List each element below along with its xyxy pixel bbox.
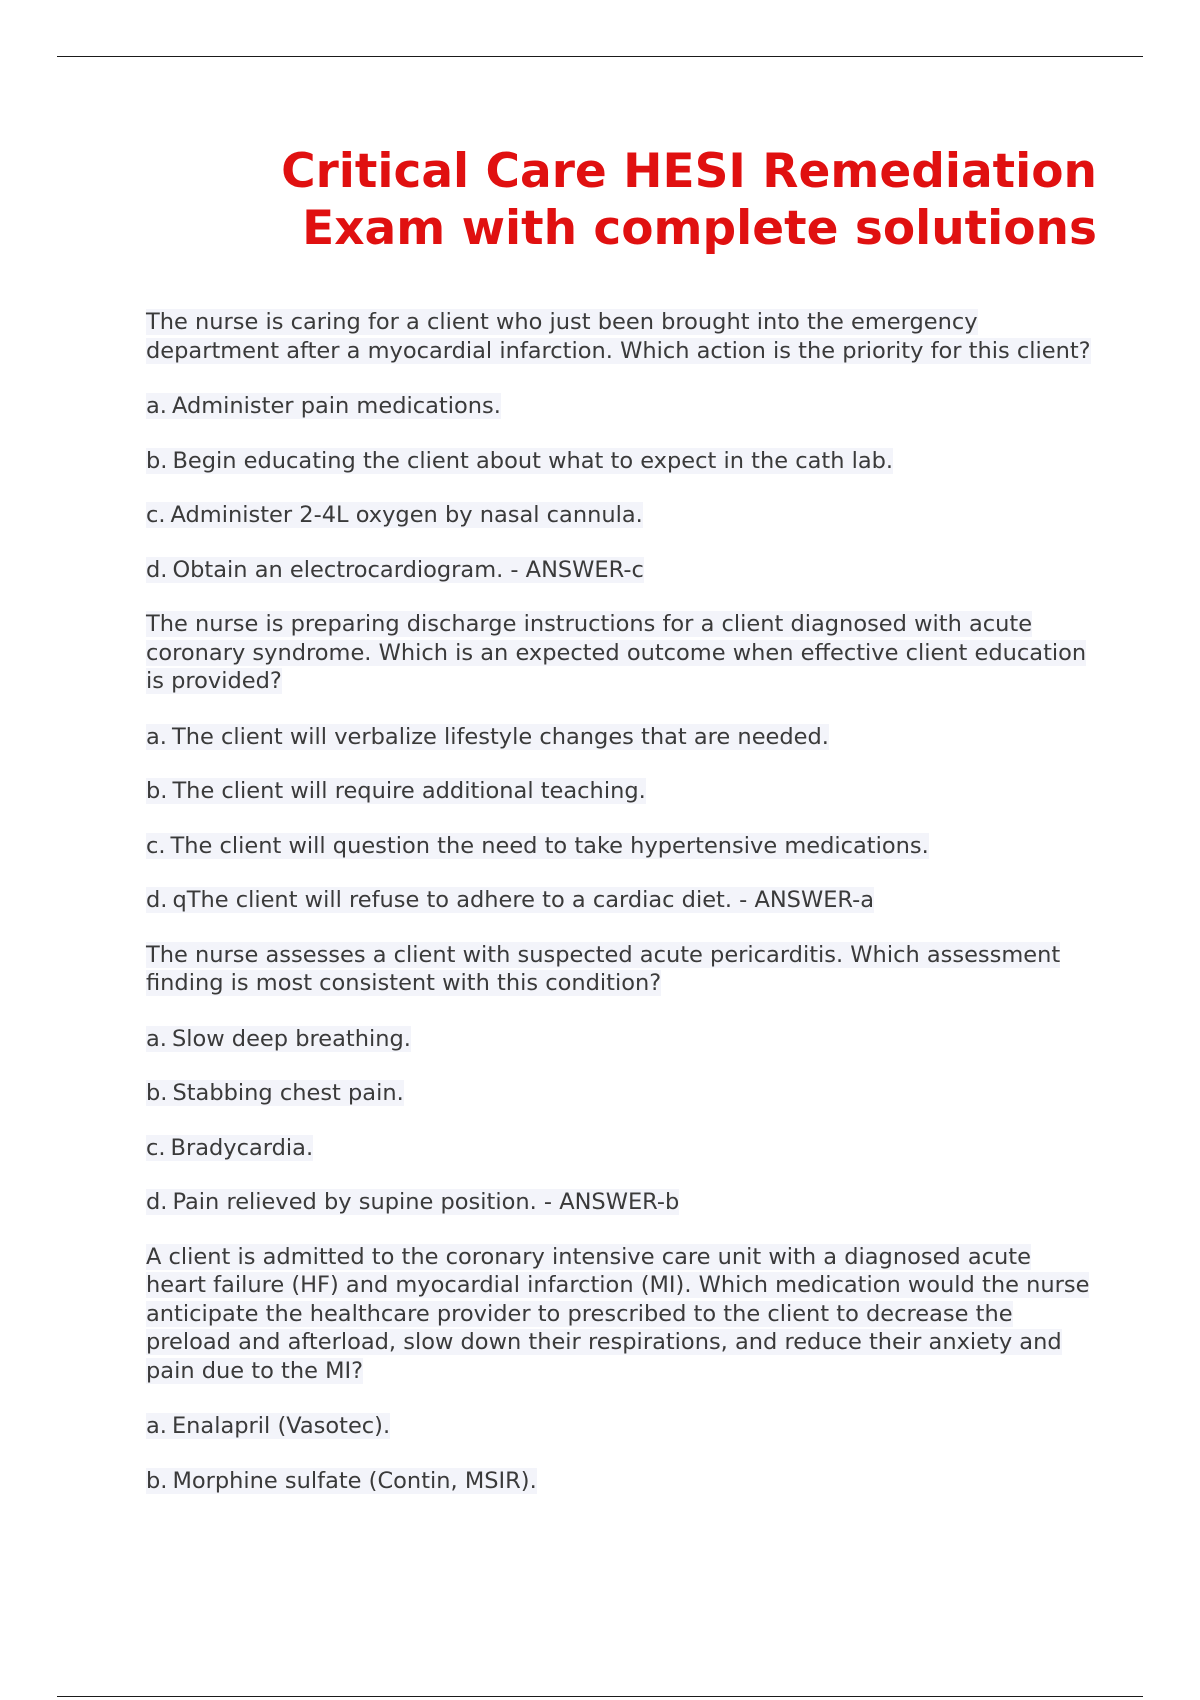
- question-stem-text: A client is admitted to the coronary intensive care unit with a diagnosed acute heart failure (HF) and myocardial infarction (MI). Which medication would the nurse anticipate the healthcare provider to prescribed to the client to decrease the preload and afterload, slow down their respirations, and reduce their anxiety and pain due to the MI?: [146, 1243, 1090, 1384]
- option-letter: a.: [146, 1025, 167, 1052]
- question-stem: [146, 1243, 1096, 1386]
- document-title: [97, 143, 1097, 257]
- option-letter: a.: [146, 1413, 167, 1439]
- option-letter: b.: [146, 1080, 168, 1106]
- title-line-2: Exam with complete solutions: [302, 201, 1097, 256]
- option-text: Pain relieved by supine position. - ANSWER-b: [172, 1189, 680, 1215]
- option-letter: b.: [146, 1467, 168, 1494]
- option-text: qThe client will refuse to adhere to a cardiac diet. - ANSWER-a: [172, 887, 875, 913]
- option-letter: a.: [146, 393, 167, 419]
- question-block: [146, 1243, 1096, 1496]
- question-list: [146, 308, 1096, 1521]
- bottom-rule: [57, 1696, 1143, 1697]
- option-text: Enalapril (Vasotec).: [171, 1413, 391, 1439]
- option-text: Bradycardia.: [170, 1134, 314, 1161]
- option-letter: d.: [146, 556, 168, 583]
- top-rule: [57, 56, 1143, 57]
- option-text: Obtain an electrocardiogram. - ANSWER-c: [172, 556, 644, 583]
- option-text: Administer 2-4L oxygen by nasal cannula.: [170, 502, 643, 528]
- option-text: Begin educating the client about what to expect in the cath lab.: [172, 447, 894, 474]
- question-stem-text: The nurse is preparing discharge instructions for a client diagnosed with acute coronary syndrome. Which is an expected outcome when effective client education is provided?: [146, 611, 1087, 694]
- answer-option: [146, 723, 1096, 752]
- answer-option: [146, 886, 1096, 915]
- answer-option: [146, 1025, 1096, 1054]
- option-text: Morphine sulfate (Contin, MSIR).: [172, 1467, 537, 1494]
- option-letter: b.: [146, 778, 168, 804]
- answer-option: [146, 1188, 1096, 1217]
- title-line-1: Critical Care HESI Remediation: [281, 144, 1097, 199]
- option-letter: c.: [146, 1134, 166, 1161]
- question-stem: [146, 610, 1096, 696]
- option-letter: c.: [146, 832, 166, 859]
- answer-option: [146, 447, 1096, 476]
- answer-option: [146, 832, 1096, 861]
- question-block: [146, 308, 1096, 584]
- option-letter: d.: [146, 887, 168, 913]
- option-letter: d.: [146, 1189, 168, 1215]
- question-block: [146, 610, 1096, 915]
- question-stem: [146, 941, 1096, 998]
- option-text: The client will require additional teaching.: [172, 778, 646, 804]
- option-text: The client will question the need to take hypertensive medications.: [170, 832, 929, 859]
- question-block: [146, 941, 1096, 1217]
- answer-option: [146, 501, 1096, 530]
- answer-option: [146, 1412, 1096, 1441]
- answer-option: [146, 1134, 1096, 1163]
- answer-option: [146, 777, 1096, 806]
- option-text: Administer pain medications.: [171, 393, 501, 419]
- question-stem-text: The nurse assesses a client with suspected acute pericarditis. Which assessment finding is most consistent with this condition?: [146, 941, 1061, 996]
- answer-option: [146, 1467, 1096, 1496]
- answer-option: [146, 1079, 1096, 1108]
- question-stem: [146, 308, 1096, 365]
- option-text: The client will verbalize lifestyle changes that are needed.: [171, 723, 829, 750]
- option-letter: b.: [146, 447, 168, 474]
- option-letter: c.: [146, 502, 166, 528]
- option-text: Slow deep breathing.: [171, 1025, 411, 1052]
- option-letter: a.: [146, 723, 167, 750]
- option-text: Stabbing chest pain.: [172, 1080, 404, 1106]
- answer-option: [146, 392, 1096, 421]
- question-stem-text: The nurse is caring for a client who just been brought into the emergency department after a myocardial infarction. Which action is the priority for this client?: [146, 309, 1091, 364]
- answer-option: [146, 556, 1096, 585]
